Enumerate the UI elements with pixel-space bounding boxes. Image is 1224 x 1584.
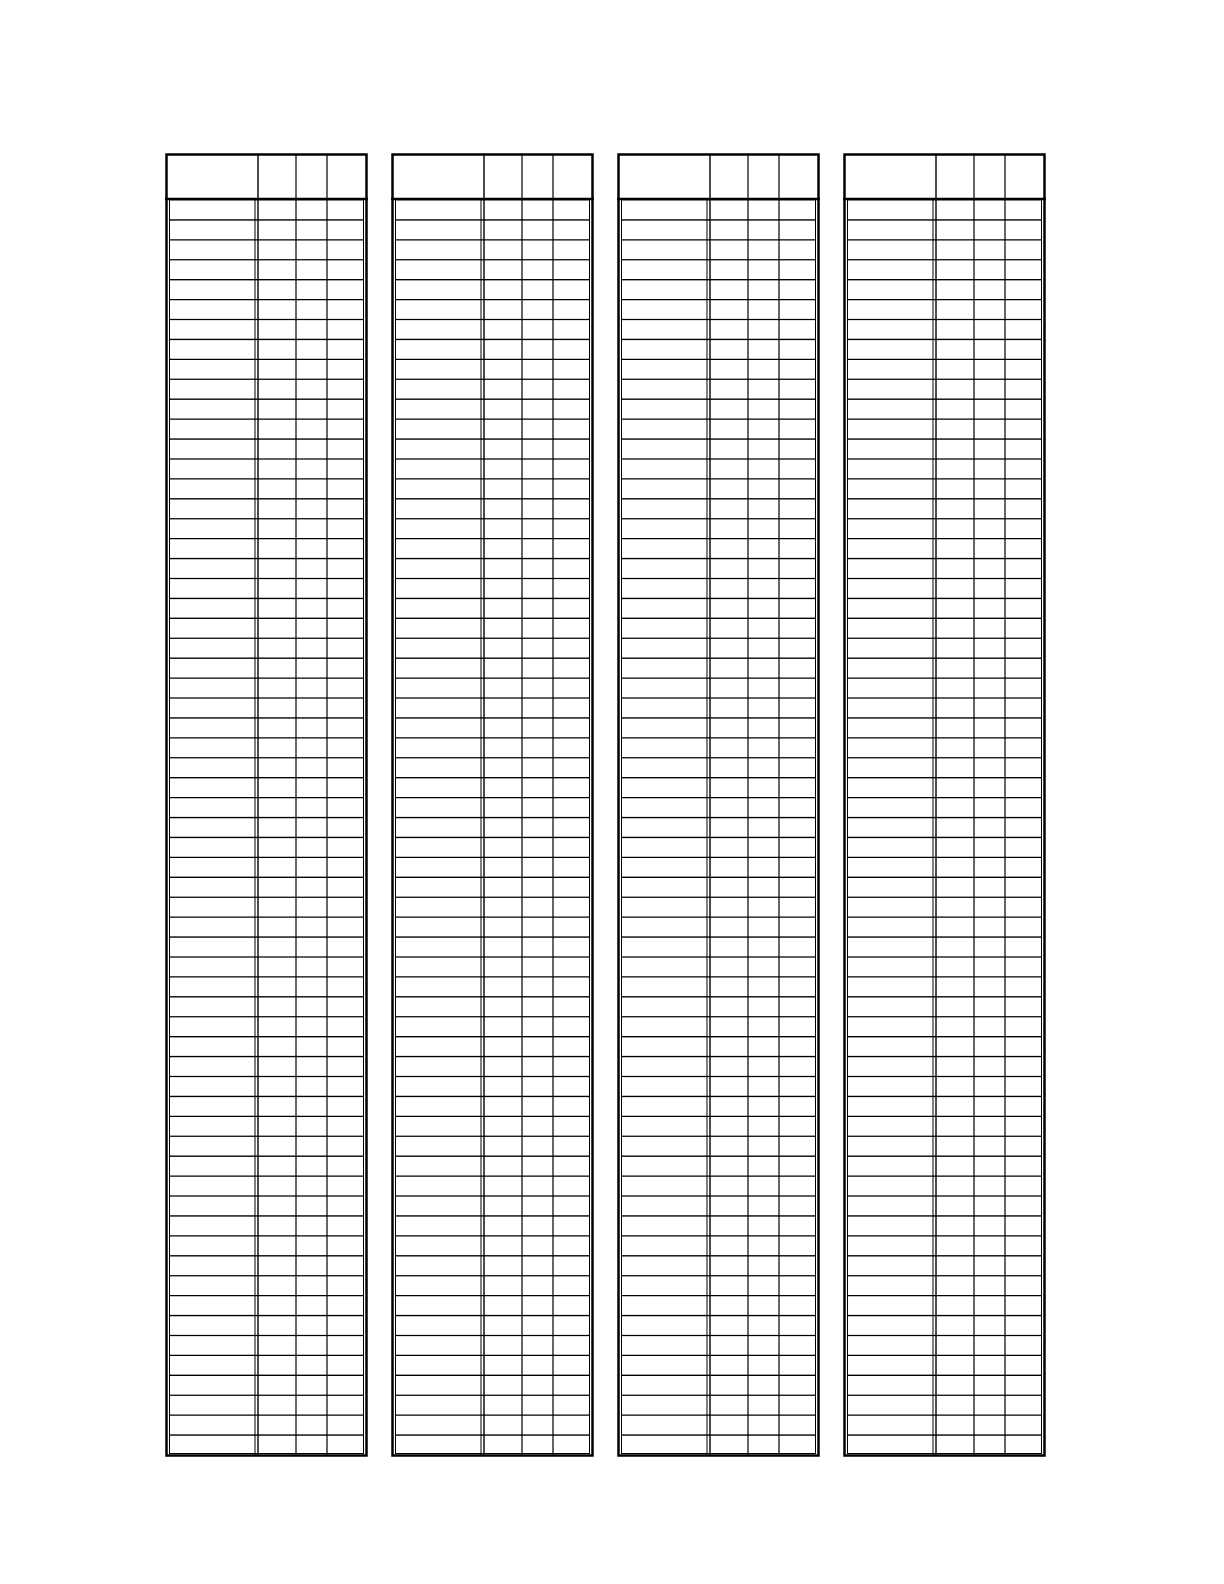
grid-lines (391, 153, 594, 1457)
outer-frame (393, 155, 593, 1456)
inner-frame (170, 200, 364, 1454)
ruled-column-1 (165, 153, 368, 1457)
grid-lines (165, 153, 368, 1457)
grid-lines (617, 153, 820, 1457)
inner-frame (396, 200, 590, 1454)
outer-frame (845, 155, 1045, 1456)
grid-lines (843, 153, 1046, 1457)
outer-frame (167, 155, 367, 1456)
outer-frame (619, 155, 819, 1456)
ruled-column-4 (843, 153, 1046, 1457)
ruled-column-2 (391, 153, 594, 1457)
ruled-column-3 (617, 153, 820, 1457)
inner-frame (622, 200, 816, 1454)
inner-frame (848, 200, 1042, 1454)
